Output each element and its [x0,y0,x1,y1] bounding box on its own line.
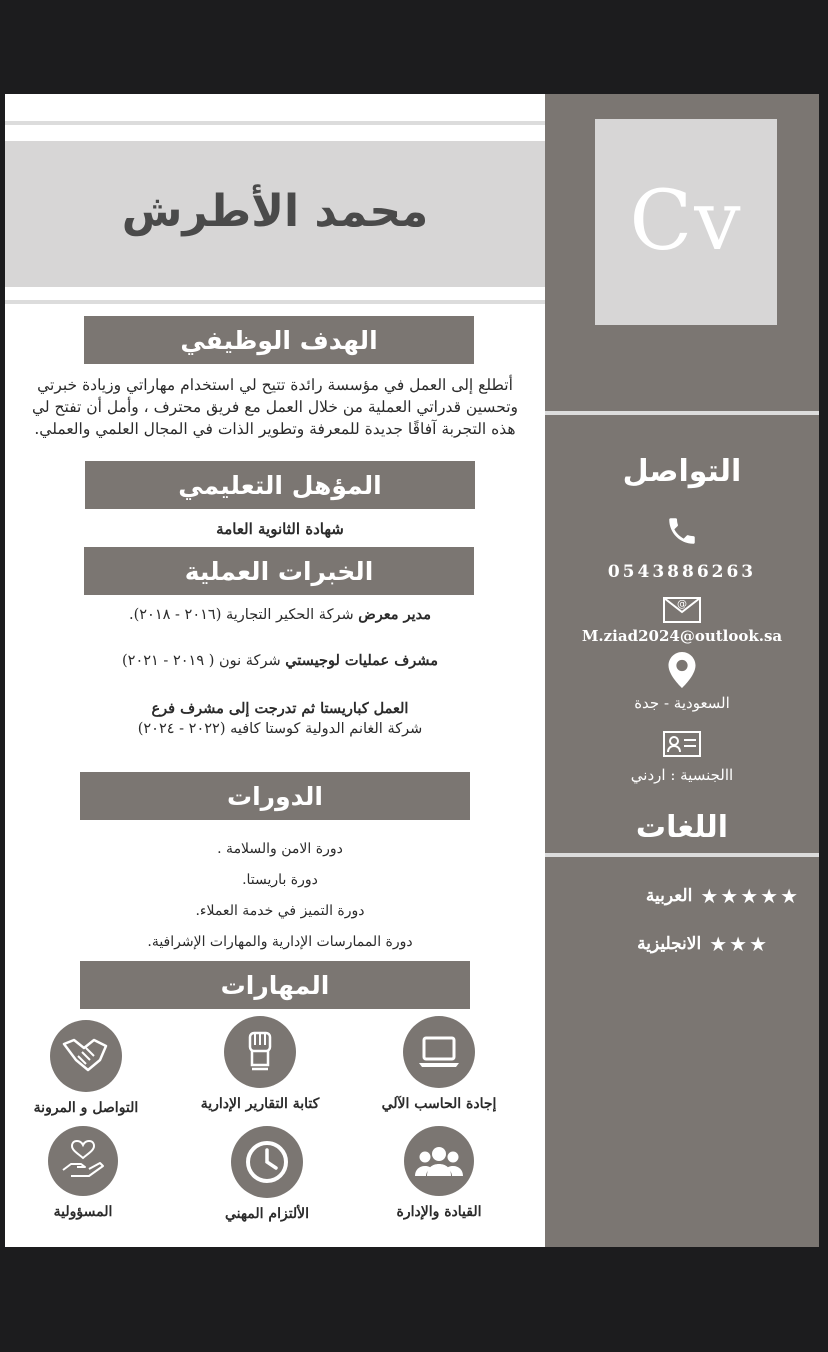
header-line-bottom [5,300,545,304]
course-item: دورة التميز في خدمة العملاء. [195,903,365,919]
location-pin-icon [545,652,819,688]
skill-label: كتابة التقارير الإدارية [200,1096,320,1112]
course-item: دورة باريستا. [242,872,318,888]
clock-icon [231,1126,303,1198]
experience-item [65,606,495,623]
handshake-icon [50,1020,122,1092]
experience-detail: شركة نون ( ٢٠١٩ - ٢٠٢١) [122,653,286,669]
section-skills: المهارات [80,961,470,1009]
skill-computer [349,1016,529,1112]
email-icon [545,594,819,624]
language-name: الانجليزية [637,934,702,954]
sidebar-divider [545,411,819,415]
sidebar [545,94,819,1247]
experience-detail: شركة الغانم الدولية كوستا كافيه (٢٠٢٢ - ٢٠٢٤) [137,721,423,737]
education-degree: شهادة الثانوية العامة [216,520,344,538]
objective-line: وتحسين قدراتي العملية من خلال العمل مع فريق محترف ، وأمل أن تفتح لي [31,398,519,416]
section-experience: الخبرات العملية [84,547,474,595]
group-icon [404,1126,474,1196]
language-english [524,932,769,956]
language-arabic [555,884,800,908]
objective-line: هذه التجربة آفاقًا جديدة للمعرفة وتطوير الذات في المجال العلمي والعملي. [34,420,516,438]
heart-hand-icon [48,1126,118,1196]
language-name: العربية [645,886,693,906]
cv-badge-text: Cv [629,174,743,269]
experience-role: مدير معرض [358,606,431,623]
skill-label: المسؤولية [53,1204,113,1220]
nationality-text: االجنسية : اردني [630,766,734,784]
phone-icon [545,514,819,548]
experience-item [65,699,495,739]
skill-commitment [177,1126,357,1222]
objective-line: أتطلع إلى العمل في مؤسسة رائدة تتيح لي استخدام مهاراتي وزيادة خبرتي [37,376,513,394]
objective-text [25,374,525,440]
language-stars: ★★★★★ [700,884,800,908]
experience-role: مشرف عمليات لوجيستي [285,652,438,669]
laptop-icon [403,1016,475,1088]
experience-detail: شركة الحكير التجارية (٢٠١٦ - ٢٠١٨). [128,607,359,623]
languages-title: اللغات [635,810,729,845]
fist-icon [224,1016,296,1088]
skill-label: التواصل و المرونة [33,1100,139,1116]
skill-label: إجادة الحاسب الآلي [381,1096,497,1112]
section-education: المؤهل التعليمي [85,461,475,509]
person-name: محمد الأطرش [121,186,429,237]
section-objective: الهدف الوظيفي [84,316,474,364]
sidebar-divider-languages [545,853,819,857]
location-text: السعودية - جدة [634,694,730,712]
skill-leadership [349,1126,529,1220]
experience-item [65,652,495,669]
skill-label: الألتزام المهني [224,1206,310,1222]
skill-reports [170,1016,350,1112]
cv-page [5,94,819,1247]
course-item: دورة الممارسات الإدارية والمهارات الإشرافية. [147,934,413,950]
header-line-top [5,121,545,125]
experience-role: العمل كباريستا ثم تدرجت إلى مشرف فرع [151,700,409,717]
svg-text:@: @ [677,599,687,610]
email-address: M.ziad2024@outlook.sa [581,627,783,645]
cv-badge-box [595,119,777,325]
skill-responsibility [5,1126,173,1220]
id-card-icon [545,730,819,758]
section-courses: الدورات [80,772,470,820]
skill-communication [5,1020,176,1116]
course-item: دورة الامن والسلامة . [217,841,343,857]
skill-label: القيادة والإدارة [396,1204,482,1220]
contact-title: التواصل [622,454,742,489]
courses-list [65,834,495,958]
phone-number: 0543886263 [607,562,757,582]
language-stars: ★★★ [709,932,769,956]
